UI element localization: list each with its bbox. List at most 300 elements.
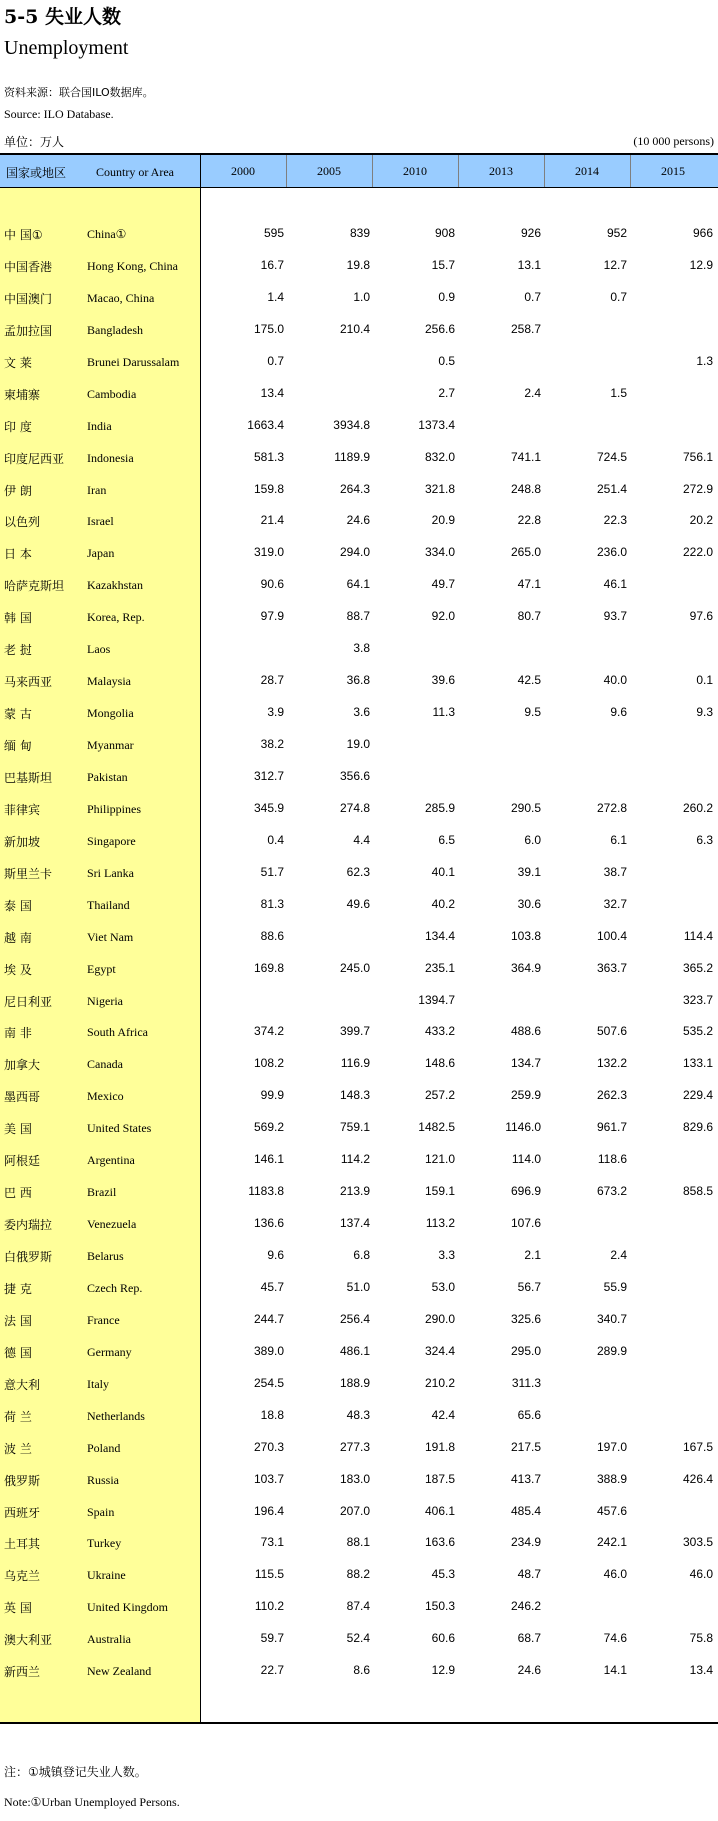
table-row: [0, 955, 718, 987]
table-row: [0, 667, 718, 699]
value-cell: 356.6: [339, 768, 370, 783]
value-cell: 323.7: [682, 992, 713, 1007]
value-cell: 12.9: [431, 1663, 455, 1678]
value-cell: 20.2: [689, 513, 713, 528]
value-cell: 30.6: [517, 896, 541, 911]
country-name-cn: 埃 及: [4, 962, 32, 977]
country-name-cn: 墨西哥: [4, 1090, 41, 1105]
value-cell: 3.6: [353, 705, 370, 720]
data-rows: [0, 220, 718, 1689]
country-name-cn: 新加坡: [4, 834, 41, 849]
country-name-cn: 白俄罗斯: [4, 1250, 53, 1264]
value-cell: 222.0: [682, 545, 713, 560]
country-name-en: Argentina: [87, 1153, 135, 1168]
table-row: [0, 1625, 718, 1657]
value-cell: 325.6: [510, 1311, 541, 1326]
country-name-en: Indonesia: [87, 450, 134, 465]
value-cell: 6.3: [696, 832, 713, 847]
value-cell: 188.9: [339, 1375, 370, 1390]
value-cell: 88.6: [260, 928, 284, 943]
country-name-en: Poland: [87, 1440, 121, 1455]
country-name-en: Italy: [87, 1376, 109, 1391]
value-cell: 97.9: [260, 609, 284, 624]
table-row: [0, 284, 718, 316]
table-row: [0, 603, 718, 635]
value-cell: 829.6: [682, 1120, 713, 1135]
value-cell: 389.0: [253, 1343, 284, 1358]
value-cell: 133.1: [682, 1056, 713, 1071]
value-cell: 0.7: [524, 289, 541, 304]
table-row: [0, 220, 718, 252]
country-name-en: Korea, Rep.: [87, 610, 145, 625]
value-cell: 0.9: [438, 289, 455, 304]
table-row: [0, 1338, 718, 1370]
value-cell: 148.6: [424, 1056, 455, 1071]
value-cell: 40.1: [431, 864, 455, 879]
unit-label-cn: 单位：万人: [4, 135, 65, 149]
country-name-en: Iran: [87, 482, 107, 497]
value-cell: 569.2: [253, 1120, 284, 1135]
value-cell: 265.0: [510, 545, 541, 560]
value-cell: 257.2: [424, 1088, 455, 1103]
value-cell: 13.1: [517, 257, 541, 272]
value-cell: 49.7: [431, 577, 455, 592]
value-cell: 759.1: [339, 1120, 370, 1135]
footnote-cn: 注：①城镇登记失业人数。: [4, 1765, 147, 1779]
value-cell: 68.7: [517, 1631, 541, 1646]
value-cell: 116.9: [340, 1056, 370, 1071]
table-row: [0, 316, 718, 348]
value-cell: 1189.9: [334, 449, 370, 464]
value-cell: 62.3: [346, 864, 370, 879]
value-cell: 9.6: [610, 705, 627, 720]
value-cell: 114.2: [340, 1152, 370, 1167]
value-cell: 245.0: [339, 960, 370, 975]
value-cell: 260.2: [682, 800, 713, 815]
value-cell: 1482.5: [418, 1120, 455, 1135]
value-cell: 413.7: [510, 1471, 541, 1486]
table-row: [0, 412, 718, 444]
value-cell: 290.5: [510, 800, 541, 815]
country-name-cn: 越 南: [4, 930, 32, 945]
country-name-cn: 尼日利亚: [4, 994, 53, 1009]
value-cell: 0.7: [267, 353, 284, 368]
value-cell: 24.6: [517, 1663, 541, 1678]
country-name-cn: 波 兰: [4, 1441, 32, 1456]
value-cell: 40.2: [431, 896, 455, 911]
table-row: [0, 348, 718, 380]
country-name-en: United States: [87, 1121, 152, 1136]
header-year-1: 2005: [317, 164, 341, 178]
country-name-en: South Africa: [87, 1025, 148, 1040]
country-name-en: Viet Nam: [87, 929, 134, 944]
table-row: [0, 1274, 718, 1306]
value-cell: 46.1: [603, 577, 627, 592]
country-name-cn: 乌克兰: [4, 1569, 41, 1584]
value-cell: 12.7: [603, 257, 627, 272]
table-row: [0, 1146, 718, 1178]
country-name-cn: 柬埔寨: [4, 387, 41, 402]
value-cell: 148.3: [339, 1088, 370, 1103]
table-row: [0, 731, 718, 763]
country-name-en: Spain: [87, 1504, 115, 1519]
value-cell: 46.0: [603, 1567, 627, 1582]
country-name-cn: 日 本: [4, 547, 32, 562]
value-cell: 433.2: [424, 1024, 455, 1039]
value-cell: 22.8: [517, 513, 541, 528]
country-name-cn: 中国香港: [4, 259, 53, 274]
country-name-en: Sri Lanka: [87, 865, 134, 880]
value-cell: 345.9: [253, 800, 284, 815]
country-name-cn: 巴 西: [4, 1186, 32, 1201]
value-cell: 485.4: [510, 1503, 541, 1518]
country-name-en: Netherlands: [87, 1408, 145, 1423]
country-name-en: New Zealand: [87, 1664, 152, 1679]
value-cell: 0.4: [267, 832, 284, 847]
country-name-cn: 蒙 古: [4, 707, 32, 722]
value-cell: 334.0: [424, 545, 455, 560]
page-title-cn: 5-5 失业人数: [4, 6, 121, 28]
value-cell: 197.0: [596, 1439, 627, 1454]
header-year-5: 2015: [661, 164, 685, 178]
value-cell: 274.8: [339, 800, 370, 815]
country-name-en: Laos: [87, 642, 111, 657]
value-cell: 673.2: [596, 1184, 627, 1199]
country-name-en: Mexico: [87, 1089, 124, 1104]
country-name-en: Egypt: [87, 961, 116, 976]
header-country-en: Country or Area: [96, 165, 174, 179]
value-cell: 163.6: [424, 1535, 455, 1550]
value-cell: 159.1: [424, 1184, 455, 1199]
table-row: [0, 1178, 718, 1210]
value-cell: 248.8: [510, 481, 541, 496]
table-row: [0, 1114, 718, 1146]
header-year-0: 2000: [231, 164, 255, 178]
source-note-en: Source: ILO Database.: [4, 107, 114, 121]
table-row: [0, 891, 718, 923]
country-name-cn: 新西兰: [4, 1665, 41, 1680]
value-cell: 210.4: [339, 321, 370, 336]
country-name-cn: 泰 国: [4, 898, 32, 913]
country-name-cn: 俄罗斯: [4, 1473, 41, 1488]
country-name-en: India: [87, 418, 112, 433]
table-row: [0, 923, 718, 955]
value-cell: 535.2: [682, 1024, 713, 1039]
table-row: [0, 539, 718, 571]
value-cell: 272.8: [596, 800, 627, 815]
country-name-cn: 加拿大: [4, 1058, 41, 1073]
value-cell: 48.3: [346, 1407, 370, 1422]
country-name-en: United Kingdom: [87, 1600, 168, 1615]
table-row: [0, 1561, 718, 1593]
value-cell: 73.1: [260, 1535, 284, 1550]
value-cell: 103.7: [253, 1471, 284, 1486]
country-name-cn: 文 莱: [4, 355, 32, 370]
country-name-cn: 伊 朗: [4, 483, 32, 498]
unit-label-en: (10 000 persons): [633, 134, 714, 148]
value-cell: 15.7: [431, 257, 455, 272]
table-row: [0, 1498, 718, 1530]
country-name-cn: 南 非: [4, 1026, 32, 1041]
value-cell: 1663.4: [247, 417, 284, 432]
value-cell: 42.5: [517, 673, 541, 688]
value-cell: 724.5: [596, 449, 627, 464]
table-row: [0, 635, 718, 667]
country-name-en: Belarus: [87, 1249, 124, 1263]
value-cell: 246.2: [510, 1599, 541, 1614]
value-cell: 1.0: [353, 289, 370, 304]
country-name-en: Cambodia: [87, 386, 137, 401]
country-name-cn: 捷 克: [4, 1281, 32, 1296]
value-cell: 150.3: [424, 1599, 455, 1614]
value-cell: 595: [263, 226, 284, 240]
value-cell: 696.9: [510, 1184, 541, 1199]
country-name-en: Australia: [87, 1632, 131, 1647]
value-cell: 22.7: [260, 1663, 284, 1678]
value-cell: 28.7: [260, 673, 284, 688]
value-cell: 93.7: [603, 609, 627, 624]
value-cell: 741.1: [510, 449, 541, 464]
value-cell: 51.7: [260, 864, 284, 879]
country-name-en: France: [87, 1312, 120, 1327]
value-cell: 3934.8: [333, 417, 370, 432]
value-cell: 16.7: [260, 257, 284, 272]
value-cell: 74.6: [603, 1631, 627, 1646]
value-cell: 303.5: [682, 1535, 713, 1550]
value-cell: 507.6: [596, 1024, 627, 1039]
value-cell: 756.1: [682, 449, 713, 464]
table-row: [0, 252, 718, 284]
value-cell: 115.5: [254, 1567, 284, 1582]
value-cell: 6.0: [524, 832, 541, 847]
value-cell: 486.1: [339, 1343, 370, 1358]
table-header: [0, 155, 718, 188]
value-cell: 134.4: [424, 928, 455, 943]
value-cell: 81.3: [260, 896, 284, 911]
value-cell: 87.4: [346, 1599, 370, 1614]
value-cell: 210.2: [424, 1375, 455, 1390]
value-cell: 110.2: [254, 1599, 284, 1614]
value-cell: 270.3: [253, 1439, 284, 1454]
value-cell: 324.4: [424, 1343, 455, 1358]
table-row: [0, 699, 718, 731]
value-cell: 88.7: [346, 609, 370, 624]
table-row: [0, 1593, 718, 1625]
value-cell: 374.2: [253, 1024, 284, 1039]
value-cell: 21.4: [260, 513, 284, 528]
value-cell: 6.8: [353, 1248, 370, 1262]
value-cell: 47.1: [517, 577, 541, 592]
value-cell: 118.6: [597, 1152, 627, 1167]
country-name-en: Singapore: [87, 833, 136, 848]
value-cell: 48.7: [517, 1567, 541, 1582]
value-cell: 107.6: [510, 1216, 541, 1231]
value-cell: 39.1: [517, 864, 541, 879]
value-cell: 581.3: [253, 449, 284, 464]
footnote-en: Note:①Urban Unemployed Persons.: [4, 1795, 180, 1809]
value-cell: 217.5: [510, 1439, 541, 1454]
country-name-en: Nigeria: [87, 993, 123, 1008]
country-name-cn: 英 国: [4, 1601, 32, 1616]
value-cell: 926: [520, 226, 541, 240]
value-cell: 175.0: [253, 321, 284, 336]
value-cell: 12.9: [689, 257, 713, 272]
country-name-en: Russia: [87, 1472, 120, 1487]
value-cell: 363.7: [596, 960, 627, 975]
value-cell: 2.1: [524, 1248, 541, 1262]
value-cell: 426.4: [682, 1471, 713, 1486]
value-cell: 2.4: [524, 385, 541, 400]
country-name-cn: 老 挝: [4, 643, 32, 658]
country-name-en: Mongolia: [87, 706, 134, 721]
value-cell: 183.0: [339, 1471, 370, 1486]
value-cell: 290.0: [424, 1311, 455, 1326]
value-cell: 51.0: [346, 1279, 370, 1294]
country-name-cn: 澳大利亚: [4, 1633, 53, 1648]
country-name-en: Brunei Darussalam: [87, 354, 180, 369]
value-cell: 14.1: [603, 1663, 627, 1678]
value-cell: 1.3: [696, 353, 713, 368]
value-cell: 285.9: [424, 800, 455, 815]
value-cell: 457.6: [596, 1503, 627, 1518]
value-cell: 254.5: [253, 1375, 284, 1390]
table-row: [0, 571, 718, 603]
value-cell: 1394.7: [418, 992, 455, 1007]
table-row: [0, 1402, 718, 1434]
value-cell: 22.3: [603, 513, 627, 528]
value-cell: 388.9: [596, 1471, 627, 1486]
value-cell: 100.4: [596, 928, 627, 943]
value-cell: 19.0: [346, 737, 370, 751]
value-cell: 88.1: [346, 1535, 370, 1550]
value-cell: 169.8: [253, 960, 284, 975]
value-cell: 60.6: [431, 1631, 455, 1646]
value-cell: 321.8: [424, 481, 455, 496]
country-name-cn: 阿根廷: [4, 1154, 41, 1169]
table-row: [0, 1529, 718, 1561]
country-name-en: Ukraine: [87, 1568, 126, 1583]
country-name-en: Bangladesh: [87, 322, 143, 337]
country-name-cn: 印度尼西亚: [4, 451, 65, 466]
value-cell: 9.5: [524, 705, 541, 720]
table-row: [0, 763, 718, 795]
value-cell: 39.6: [431, 673, 455, 688]
country-name-cn: 缅 甸: [4, 739, 32, 753]
table-row: [0, 859, 718, 891]
value-cell: 121.0: [424, 1152, 455, 1167]
country-name-cn: 法 国: [4, 1313, 32, 1328]
country-name-cn: 巴基斯坦: [4, 770, 53, 785]
value-cell: 6.1: [610, 832, 627, 847]
value-cell: 24.6: [346, 513, 370, 528]
value-cell: 251.4: [596, 481, 627, 496]
value-cell: 0.7: [610, 289, 627, 304]
table-row: [0, 827, 718, 859]
country-name-en: Germany: [87, 1344, 132, 1359]
value-cell: 207.0: [339, 1503, 370, 1518]
value-cell: 4.4: [353, 832, 370, 847]
country-name-cn: 美 国: [4, 1122, 32, 1137]
value-cell: 55.9: [603, 1279, 627, 1294]
value-cell: 264.3: [339, 481, 370, 496]
header-country-cn: 国家或地区: [6, 166, 67, 180]
value-cell: 213.9: [339, 1184, 370, 1199]
country-name-en: China①: [87, 227, 127, 241]
value-cell: 229.4: [682, 1088, 713, 1103]
country-name-cn: 印 度: [4, 419, 32, 434]
value-cell: 908: [434, 226, 455, 240]
value-cell: 45.3: [431, 1567, 455, 1582]
table-row: [0, 476, 718, 508]
value-cell: 92.0: [431, 609, 455, 624]
country-name-en: Venezuela: [87, 1217, 137, 1232]
value-cell: 364.9: [510, 960, 541, 975]
table-bottom-border: [0, 1722, 718, 1724]
value-cell: 236.0: [596, 545, 627, 560]
table-row: [0, 1306, 718, 1338]
country-name-cn: 斯里兰卡: [4, 866, 53, 881]
value-cell: 134.7: [510, 1056, 541, 1071]
table-row: [0, 1466, 718, 1498]
value-cell: 13.4: [260, 385, 284, 400]
value-cell: 272.9: [682, 481, 713, 496]
country-name-cn: 中 国①: [4, 228, 43, 242]
value-cell: 966: [692, 226, 713, 240]
value-cell: 9.6: [267, 1248, 284, 1262]
country-name-cn: 西班牙: [4, 1505, 41, 1520]
country-name-cn: 土耳其: [4, 1537, 41, 1552]
table-row: [0, 795, 718, 827]
value-cell: 961.7: [596, 1120, 627, 1135]
value-cell: 65.6: [517, 1407, 541, 1422]
value-cell: 832.0: [424, 449, 455, 464]
value-cell: 234.9: [510, 1535, 541, 1550]
value-cell: 311.3: [511, 1375, 541, 1390]
table-row: [0, 1018, 718, 1050]
value-cell: 340.7: [596, 1311, 627, 1326]
table-row: [0, 1370, 718, 1402]
value-cell: 136.6: [253, 1216, 284, 1231]
value-cell: 108.2: [253, 1056, 284, 1071]
value-cell: 1.4: [267, 289, 284, 304]
value-cell: 9.3: [696, 705, 713, 720]
country-name-en: Turkey: [87, 1536, 122, 1551]
value-cell: 3.9: [267, 705, 284, 720]
value-cell: 114.0: [511, 1152, 541, 1167]
country-name-en: Czech Rep.: [87, 1280, 143, 1295]
country-name-en: Japan: [87, 546, 115, 561]
value-cell: 319.0: [253, 545, 284, 560]
country-name-en: Kazakhstan: [87, 578, 143, 593]
value-cell: 277.3: [339, 1439, 370, 1454]
value-cell: 90.6: [260, 577, 284, 592]
value-cell: 952: [606, 226, 627, 240]
value-cell: 56.7: [517, 1279, 541, 1294]
country-name-cn: 中国澳门: [4, 291, 53, 306]
value-cell: 256.6: [424, 321, 455, 336]
table-row: [0, 507, 718, 539]
value-cell: 0.1: [696, 673, 713, 688]
value-cell: 20.9: [431, 513, 455, 528]
value-cell: 64.1: [346, 577, 370, 592]
page-title-en: Unemployment: [4, 37, 129, 59]
value-cell: 244.7: [253, 1311, 284, 1326]
value-cell: 2.4: [610, 1248, 627, 1262]
value-cell: 36.8: [346, 673, 370, 688]
value-cell: 1.5: [610, 385, 627, 400]
value-cell: 6.5: [438, 832, 455, 847]
value-cell: 242.1: [596, 1535, 627, 1550]
